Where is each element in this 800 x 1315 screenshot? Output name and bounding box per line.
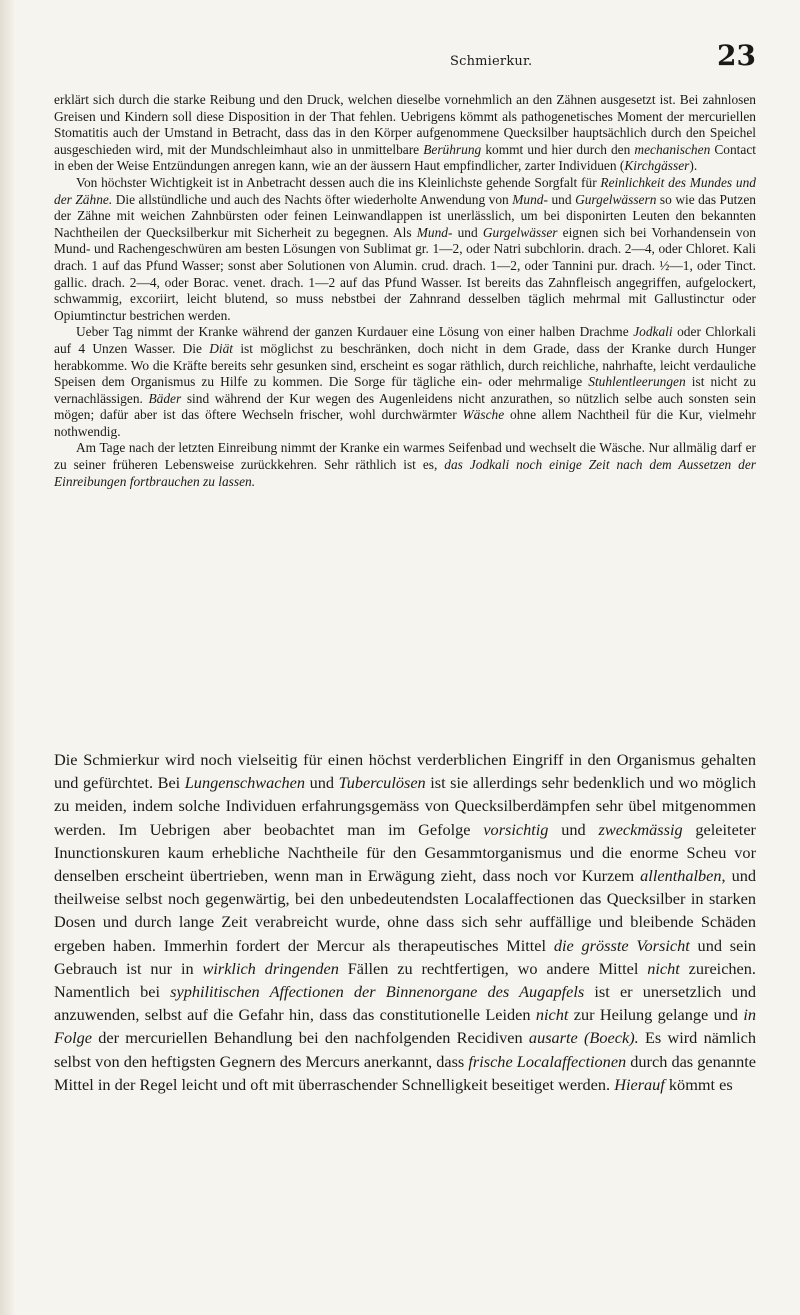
emphasis-text: vorsichtig	[483, 819, 549, 839]
body-text: Die Schmierkur wird noch vielseitig für einen höchst verderblichen Eingriff in den Organismus gehalten und gefürchtet. Bei	[54, 750, 756, 793]
body-text: erklärt sich durch die starke Reibung und den Druck, welchen dieselbe vornehmlich an den Zähnen ausgesetzt ist. Bei zahnlosen Greisen und Kindern soll diese Disposition in der That fehlen. Uebrigens kömmt als pathogenetisches Moment der mercuriellen Stomatitis auch der Umstand in Betracht, dass das in den Körper aufgenommene Quecksilber hauptsächlich durch den Speichel ausgeschieden wird, mit der Mundschleimhaut also in unmittelbare	[54, 92, 756, 157]
emphasis-text: Diät	[209, 340, 234, 356]
emphasis-text: Lungenschwachen	[184, 773, 306, 793]
body-text: Fällen zu rechtfertigen, wo andere Mittel	[338, 958, 648, 978]
body-text: geleiteter Inunctionskuren kaum erhebliche Nachtheile für den Gesammtorganismus und die enorme Scheu vor denselben erscheint übertrieben, wenn man in Erwägung zieht, dass noch vor Kurzem	[54, 819, 756, 886]
body-text: ).	[689, 158, 698, 174]
emphasis-text: frische Localaffectionen	[468, 1051, 627, 1071]
body-text: sind während der Kur wegen des Augenleidens nicht anzurathen, so nützlich selbe auch sonsten sein mögen; dafür aber ist das öftere Wechseln frischer, wohl durchwärmter	[54, 390, 756, 423]
body-text: und	[547, 191, 576, 207]
emphasis-text: Jodkali	[633, 324, 673, 340]
emphasis-text: ausarte (Boeck).	[528, 1028, 639, 1048]
emphasis-text: Mund-	[416, 224, 453, 240]
body-text: und	[548, 819, 599, 839]
body-text: ist sie allerdings sehr bedenklich und wo möglich zu meiden, indem solche Individuen erfahrungsgemäss von Quecksilberdämpfen sehr übel mitgenommen werden. Im Uebrigen aber beobachtet man im Gefolge	[54, 773, 757, 839]
emphasis-text: Stuhlentleerungen	[588, 374, 686, 390]
body-text: und sein Gebrauch ist nur in	[54, 935, 757, 978]
emphasis-text: Tuberculösen	[338, 773, 426, 793]
emphasis-text: syphilitischen Affectionen der Binnenorgane des Augapfels	[170, 982, 585, 1002]
emphasis-text: Hierauf	[614, 1074, 665, 1094]
body-text: ist nicht zu vernachlässigen.	[54, 374, 757, 406]
emphasis-text: zweckmässig	[598, 819, 683, 839]
emphasis-text: das Jodkali noch einige Zeit nach dem Aussetzen der Einreibungen fortbrauchen zu lassen.	[54, 457, 756, 489]
emphasis-text: die grösste Vorsicht	[553, 935, 690, 955]
emphasis-text: Kirchgässer	[624, 158, 690, 174]
emphasis-text: Gurgelwässer	[482, 224, 558, 240]
body-text: kömmt es	[664, 1074, 733, 1094]
emphasis-text: nicht	[647, 958, 680, 978]
emphasis-text: in Folge	[54, 1005, 757, 1048]
body-text: Von höchster Wichtigkeit ist in Anbetracht dessen auch die ins Kleinlichste gehende Sorgfalt für	[76, 174, 601, 190]
running-head: Schmierkur.	[450, 54, 533, 69]
emphasis-text: wirklich dringenden	[202, 958, 339, 978]
small-print-paragraph	[54, 92, 756, 175]
emphasis-text: Bäder	[148, 390, 182, 406]
page-number: 23	[717, 39, 756, 72]
small-print-paragraph	[54, 324, 756, 440]
emphasis-text: nicht	[535, 1005, 569, 1025]
emphasis-text: Wäsche	[462, 407, 505, 423]
body-text: und	[305, 773, 339, 793]
small-print-paragraph	[54, 175, 756, 324]
book-gutter-shadow	[0, 0, 14, 1315]
emphasis-text: Reinlichkeit des Mundes und der Zähne.	[54, 174, 756, 207]
small-print-section	[54, 92, 756, 490]
body-text: oder Chlorkali auf 4 Unzen Wasser. Die	[54, 324, 756, 356]
body-text: ist er unersetzlich und anzuwenden, selbst auf die Gefahr hin, dass das constitutionelle Leiden	[54, 982, 756, 1025]
large-print-section	[54, 748, 756, 1096]
page-header	[360, 40, 756, 76]
emphasis-text: Gurgelwässern	[575, 191, 657, 207]
large-print-paragraph	[54, 748, 756, 1096]
body-text: Es wird nämlich selbst von den heftigsten Gegnern des Mercurs anerkannt, dass	[54, 1028, 757, 1071]
body-text: eignen sich bei Vorhandensein von Mund- und Rachengeschwüren am besten Lösungen von Sublimat gr. 1—2, oder Natri subchlorin. drach. 2—4, oder Chloret. Kali drach. 1 auf das Pfund Wasser; sonst aber Solutionen von Alumin. crud. drach. 1—2, oder Tannini pur. drach. ½—1, oder Tinct. gallic. drach. 2—4, oder Borac. venet. drach. 1—2 auf das Pfund Wasser. Ist bereits das Zahnfleisch angegriffen, aufgelockert, schwammig, excoriirt, leicht blutend, so muss nebstbei der Zahnrand desselben täglich mehrmal mit Gallustinctur oder Opiumtinctur bestrichen werden.	[54, 224, 757, 323]
body-text: Ueber Tag nimmt der Kranke während der ganzen Kurdauer eine Lösung von einer halben Drachme	[76, 324, 634, 340]
emphasis-text: Berührung	[423, 141, 482, 157]
emphasis-text: allenthalben	[640, 866, 722, 886]
body-text: ohne allem Nachtheil für die Kur, vielmehr nothwendig.	[54, 407, 756, 439]
body-text: Am Tage nach der letzten Einreibung nimmt der Kranke ein warmes Seifenbad und wechselt die Wäsche. Nur allmälig darf er zu seiner früheren Lebensweise zurückkehren. Sehr räthlich ist es,	[54, 440, 756, 473]
emphasis-text: mechanischen	[634, 141, 711, 157]
small-print-paragraph	[54, 440, 756, 490]
body-text: und	[452, 224, 483, 240]
body-text: , und theilweise selbst noch gegenwärtig, bei den unbedeutendsten Localaffectionen das Quecksilber in starken Dosen und durch lange Zeit verabreicht wurde, ohne dass sich sehr auffällige und bleibende Schäden ergeben haben. Immerhin fordert der Mercur als therapeutisches Mittel	[54, 866, 757, 955]
body-text: Contact in eben der Weise Entzündungen anregen kann, wie an der äussern Haut empfindlicher, zarter Individuen (	[54, 141, 756, 174]
body-text: der mercuriellen Behandlung bei den nachfolgenden Recidiven	[91, 1028, 529, 1048]
body-text: so wie das Putzen der Zähne mit weichen Zahnbürsten oder feinen Leinwandlappen ist unerlässlich, um bei disponirten Leuten den bekannten Nachtheilen der Quecksilberkur mit Sicherheit zu begegnen. Als	[54, 191, 756, 240]
body-text: ist möglichst zu beschränken, doch nicht in dem Grade, dass der Kranke durch Hunger herabkomme. Wo die Kräfte bereits sehr gesunken sind, erscheint es sogar räthlich, durch reichliche, nahrhafte, leicht verdauliche Speisen dem Organismus zu Hilfe zu kommen. Die Sorge für tägliche ein- oder mehrmalige	[54, 340, 756, 390]
body-text: zureichen. Namentlich bei	[54, 958, 756, 1002]
emphasis-text: Mund-	[512, 191, 548, 207]
body-text: Die allstündliche und auch des Nachts öfter wiederholte Anwendung von	[112, 191, 513, 207]
body-text: kommt und hier durch den	[481, 141, 635, 157]
body-text: durch das genannte Mittel in der Regel leicht und oft mit überraschender Schnelligkeit beseitiget werden.	[54, 1051, 757, 1094]
body-text: zur Heilung gelange und	[568, 1005, 744, 1025]
